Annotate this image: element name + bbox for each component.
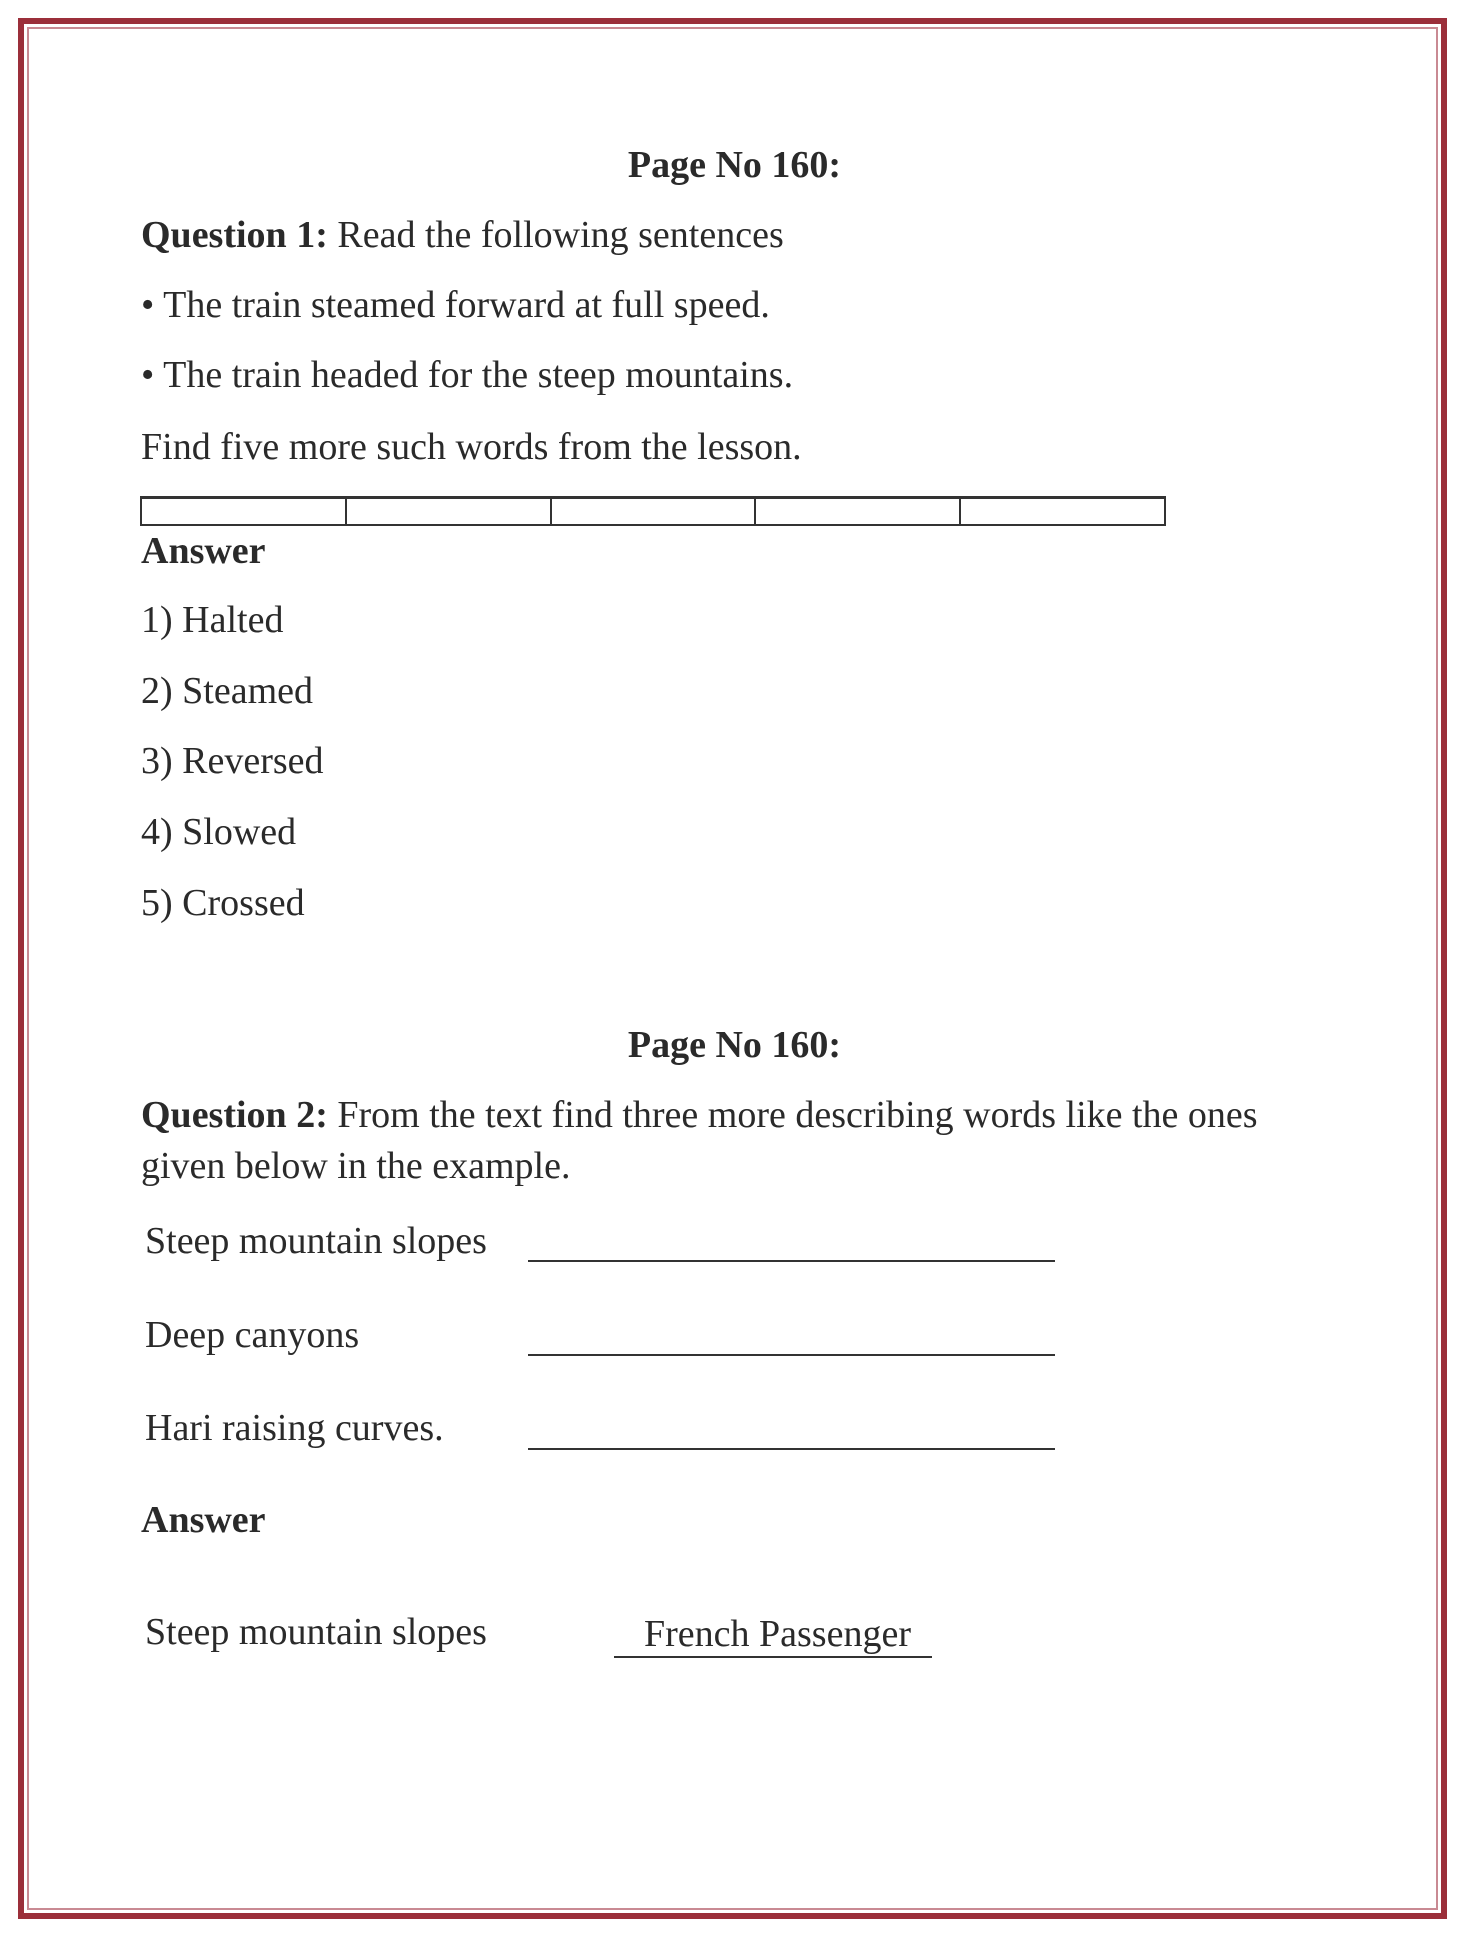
page-title-2: Page No 160: bbox=[627, 1024, 842, 1066]
blank-cell[interactable] bbox=[142, 499, 347, 524]
question-1-text: Read the following sentences bbox=[327, 214, 784, 256]
answer-item: 1) Halted bbox=[141, 599, 284, 641]
answer-label-1: Answer bbox=[141, 530, 266, 572]
blank-cell[interactable] bbox=[756, 499, 961, 524]
prompt-deep-canyons: Deep canyons bbox=[145, 1314, 360, 1356]
page-title-1: Page No 160: bbox=[627, 144, 842, 186]
answer-item: 4) Slowed bbox=[141, 811, 297, 853]
answer-value: French Passenger bbox=[644, 1613, 911, 1655]
question-2-text-line2: given below in the example. bbox=[141, 1145, 571, 1187]
fill-blank-line[interactable] bbox=[528, 1260, 1055, 1262]
fill-blank-line[interactable] bbox=[528, 1354, 1055, 1356]
answer-value-underlined bbox=[614, 1612, 932, 1658]
answer-item: 5) Crossed bbox=[141, 882, 305, 924]
question-1-label: Question 1: bbox=[141, 214, 328, 256]
bullet-2: • The train headed for the steep mountains. bbox=[141, 354, 794, 396]
bullet-1: • The train steamed forward at full speed. bbox=[141, 284, 770, 326]
answer-prompt: Steep mountain slopes bbox=[145, 1611, 487, 1653]
question-2 bbox=[141, 1093, 1258, 1137]
instruction: Find five more such words from the lesson. bbox=[141, 426, 802, 468]
blank-cell[interactable] bbox=[552, 499, 757, 524]
blank-cell[interactable] bbox=[961, 499, 1164, 524]
answer-item: 2) Steamed bbox=[141, 670, 314, 712]
fill-blank-line[interactable] bbox=[528, 1448, 1055, 1450]
question-1 bbox=[141, 213, 784, 257]
prompt-hari-raising-curves: Hari raising curves. bbox=[145, 1407, 444, 1449]
blank-cell[interactable] bbox=[347, 499, 552, 524]
blank-answer-table bbox=[140, 496, 1166, 526]
question-2-text: From the text find three more describing words like the ones bbox=[327, 1094, 1258, 1136]
prompt-steep-mountain-slopes: Steep mountain slopes bbox=[145, 1220, 487, 1262]
answer-label-2: Answer bbox=[141, 1499, 266, 1541]
answer-item: 3) Reversed bbox=[141, 740, 324, 782]
question-2-label: Question 2: bbox=[141, 1094, 328, 1136]
